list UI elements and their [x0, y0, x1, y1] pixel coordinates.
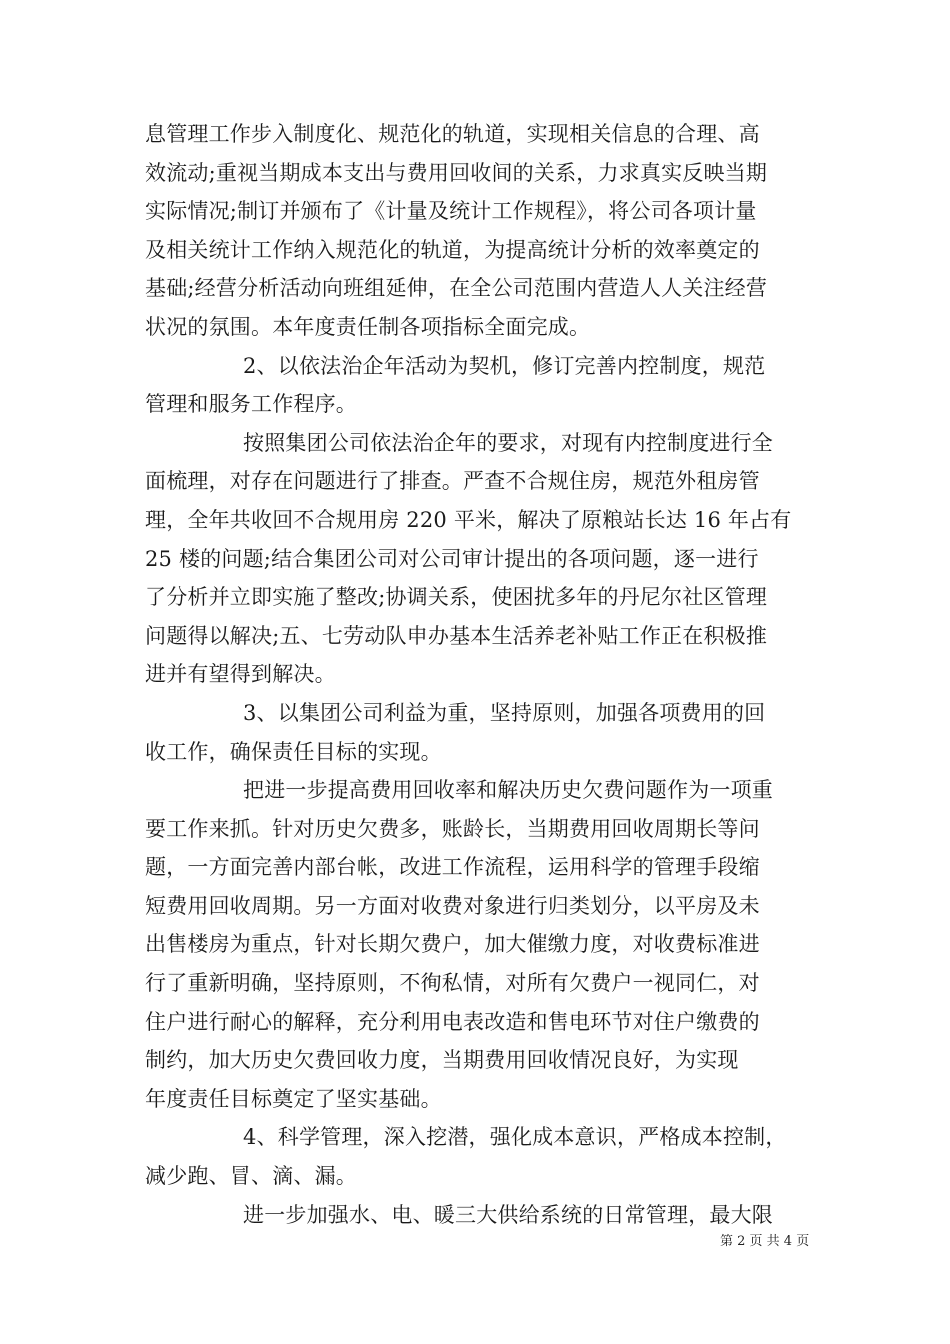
- page-number: 第 2 页 共 4 页: [720, 1234, 810, 1249]
- text-line: 4、科学管理，深入挖潜，强化成本意识，严格成本控制，: [243, 1125, 787, 1150]
- text-line: 减少跑、冒、滴、漏。: [145, 1164, 357, 1189]
- text-line: 要工作来抓。针对历史欠费多，账龄长，当期费用回收周期长等问: [145, 816, 760, 841]
- text-line: 及相关统计工作纳入规范化的轨道，为提高统计分析的效率奠定的: [145, 237, 760, 262]
- text-line: 进并有望得到解决。: [145, 662, 336, 687]
- text-line: 25 楼的问题;结合集团公司对公司审计提出的各项问题，逐一进行: [145, 546, 759, 571]
- text-line: 基础;经营分析活动向班组延伸，在全公司范围内营造人人关注经营: [145, 276, 768, 301]
- text-line: 状况的氛围。本年度责任制各项指标全面完成。: [145, 314, 591, 339]
- text-line: 出售楼房为重点，针对长期欠费户，加大催缴力度，对收费标准进: [145, 932, 760, 957]
- text-line: 制约，加大历史欠费回收力度，当期费用回收情况良好，为实现: [145, 1048, 739, 1073]
- document-page: [145, 115, 810, 1234]
- text-line: 了分析并立即实施了整改;协调关系，使困扰多年的丹尼尔社区管理: [145, 585, 768, 610]
- text-line: 短费用回收周期。另一方面对收费对象进行归类划分，以平房及未: [145, 893, 760, 918]
- text-line: 息管理工作步入制度化、规范化的轨道，实现相关信息的合理、高: [145, 122, 760, 146]
- text-line: 管理和服务工作程序。: [145, 392, 357, 417]
- text-line: 住户进行耐心的解释，充分利用电表改造和售电环节对住户缴费的: [145, 1009, 760, 1034]
- text-line: 题，一方面完善内部台帐，改进工作流程，运用科学的管理手段缩: [145, 855, 760, 880]
- text-line: 效流动;重视当期成本支出与费用回收间的关系，力求真实反映当期: [145, 160, 768, 185]
- text-line: 实际情况;制订并颁布了《计量及统计工作规程》，将公司各项计量: [145, 199, 757, 224]
- text-line: 进一步加强水、电、暖三大供给系统的日常管理，最大限: [243, 1202, 773, 1227]
- text-line: 行了重新明确，坚持原则，不徇私情，对所有欠费户一视同仁，对: [145, 971, 760, 996]
- text-line: 年度责任目标奠定了坚实基础。: [145, 1086, 442, 1111]
- text-line: 2、以依法治企年活动为契机，修订完善内控制度，规范: [243, 353, 766, 378]
- body-text: [145, 115, 810, 1234]
- text-line: 收工作，确保责任目标的实现。: [145, 739, 442, 764]
- text-line: 3、以集团公司利益为重，坚持原则，加强各项费用的回: [243, 700, 766, 725]
- text-line: 理，全年共收回不合规用房 220 平米，解决了原粮站长达 16 年占有: [145, 507, 792, 532]
- text-line: 面梳理，对存在问题进行了排查。严查不合规住房，规范外租房管: [145, 469, 760, 494]
- text-line: 按照集团公司依法治企年的要求，对现有内控制度进行全: [243, 430, 773, 455]
- text-line: 问题得以解决;五、七劳动队申办基本生活养老补贴工作正在积极推: [145, 623, 768, 648]
- text-line: 把进一步提高费用回收率和解决历史欠费问题作为一项重: [243, 778, 773, 803]
